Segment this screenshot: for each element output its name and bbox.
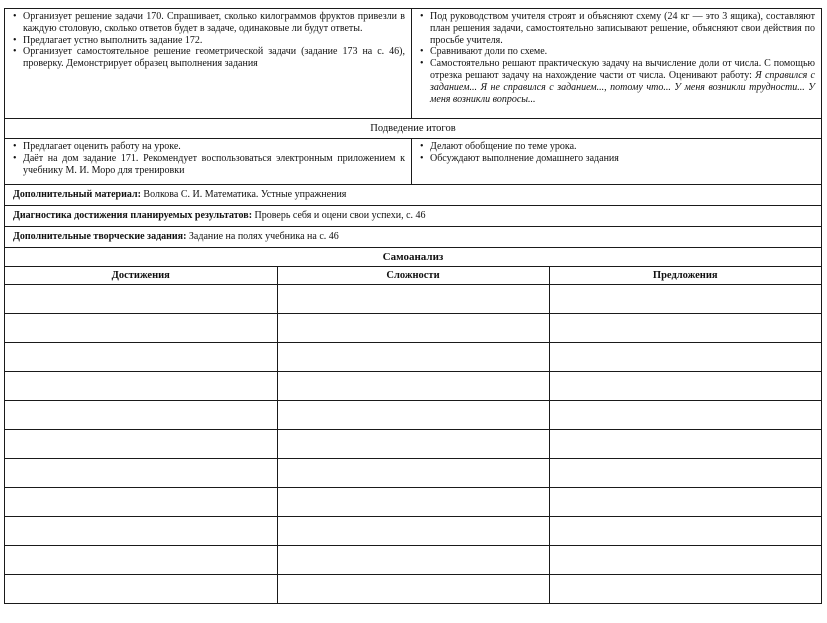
info-label: Дополнительные творческие задания: (13, 231, 187, 242)
difficulties-cell (277, 372, 549, 401)
info-text: Задание на полях учебника на с. 46 (186, 231, 339, 242)
suggestions-cell (549, 314, 821, 343)
achievements-cell (5, 285, 277, 314)
table-row (5, 314, 821, 343)
student-activity-list (420, 11, 815, 105)
table-row (5, 459, 821, 488)
list-item: • Предлагает устно выполнить задание 172. (13, 35, 405, 47)
difficulties-cell (277, 314, 549, 343)
achievements-cell (5, 488, 277, 517)
suggestions-cell (549, 401, 821, 430)
table-row (5, 430, 821, 459)
suggestions-cell (549, 488, 821, 517)
achievements-cell (5, 343, 277, 372)
selfanalysis-section (5, 266, 821, 603)
suggestions-cell (549, 285, 821, 314)
list-item (420, 58, 815, 105)
difficulties-cell (277, 488, 549, 517)
self-assessment-phrases: Я справился с заданием... Я не справился с заданием..., потому что... У меня возникли трудности... У меня возникли вопросы... (430, 69, 815, 105)
selfanalysis-title: Самоанализ (382, 251, 444, 263)
table-row (5, 372, 821, 401)
achievements-cell (5, 430, 277, 459)
table-row (5, 488, 821, 517)
list-item: • Под руководством учителя строят и объясняют схему (24 кг — это 3 ящика), составляют план решения задачи, самостоятельно записывают решение, объясняют свои действия по просьбе учителя. (420, 11, 815, 46)
column-header-achievements: Достижения (5, 267, 277, 285)
achievements-cell (5, 401, 277, 430)
difficulties-cell (277, 517, 549, 546)
teacher-summary-list (13, 141, 405, 176)
difficulties-cell (277, 401, 549, 430)
list-item: • Даёт на дом задание 171. Рекомендует воспользоваться электронным приложением к учебнику М. И. Моро для тренировки (13, 153, 405, 177)
table-row (5, 546, 821, 575)
section-title: Подведение итогов (5, 119, 821, 139)
suggestions-cell (549, 546, 821, 575)
student-summary-list (420, 141, 815, 165)
list-item-text: Самостоятельно решают практическую задачу на вычисление доли от числа. С помощью отрезка решают задачу на нахождение части от числа. Оценивают работу: (430, 58, 815, 81)
column-header-suggestions: Предложения (549, 267, 821, 285)
student-summary-cell (412, 139, 821, 184)
list-item: • Организует решение задачи 170. Спрашивает, сколько килограммов фруктов привезли в каждую столовую, сколько ответов будет в задаче, одинаковые ли будут ответы. (13, 11, 405, 35)
list-item: • Предлагает оценить работу на уроке. (13, 141, 405, 153)
table-row (5, 517, 821, 546)
selfanalysis-table (5, 266, 821, 603)
difficulties-cell (277, 459, 549, 488)
suggestions-cell (549, 372, 821, 401)
list-item: • Делают обобщение по теме урока. (420, 141, 815, 153)
difficulties-cell (277, 575, 549, 604)
suggestions-cell (549, 517, 821, 546)
additional-material-row (5, 185, 821, 206)
difficulties-cell (277, 343, 549, 372)
achievements-cell (5, 459, 277, 488)
table-row (5, 575, 821, 604)
list-item: • Организует самостоятельное решение геометрической задачи (задание 173 на с. 46), проверку. Демонстрирует образец выполнения задания (13, 46, 405, 70)
table-header-row (5, 267, 821, 285)
suggestions-cell (549, 430, 821, 459)
table-row (5, 285, 821, 314)
list-item: • Сравнивают доли по схеме. (420, 46, 815, 58)
teacher-summary-cell (5, 139, 412, 184)
table-row (5, 401, 821, 430)
info-label: Дополнительный материал: (13, 189, 141, 200)
diagnostics-row (5, 206, 821, 227)
achievements-cell (5, 546, 277, 575)
summary-row (5, 139, 821, 185)
difficulties-cell (277, 285, 549, 314)
difficulties-cell (277, 546, 549, 575)
student-activity-cell (412, 9, 821, 118)
lesson-table (4, 8, 822, 604)
teacher-activity-list (13, 11, 405, 70)
achievements-cell (5, 517, 277, 546)
achievements-cell (5, 575, 277, 604)
selfanalysis-body (5, 285, 821, 604)
difficulties-cell (277, 430, 549, 459)
info-text: Проверь себя и оцени свои успехи, с. 46 (252, 210, 426, 221)
suggestions-cell (549, 343, 821, 372)
column-header-difficulties: Сложности (277, 267, 549, 285)
achievements-cell (5, 314, 277, 343)
teacher-activity-cell (5, 9, 412, 118)
achievements-cell (5, 372, 277, 401)
info-label: Диагностика достижения планируемых результатов: (13, 210, 253, 221)
table-row (5, 343, 821, 372)
suggestions-cell (549, 575, 821, 604)
info-text: Волкова С. И. Математика. Устные упражнения (140, 189, 347, 200)
suggestions-cell (549, 459, 821, 488)
creative-tasks-row (5, 227, 821, 248)
activity-row (5, 9, 821, 119)
list-item: • Обсуждают выполнение домашнего задания (420, 153, 815, 165)
